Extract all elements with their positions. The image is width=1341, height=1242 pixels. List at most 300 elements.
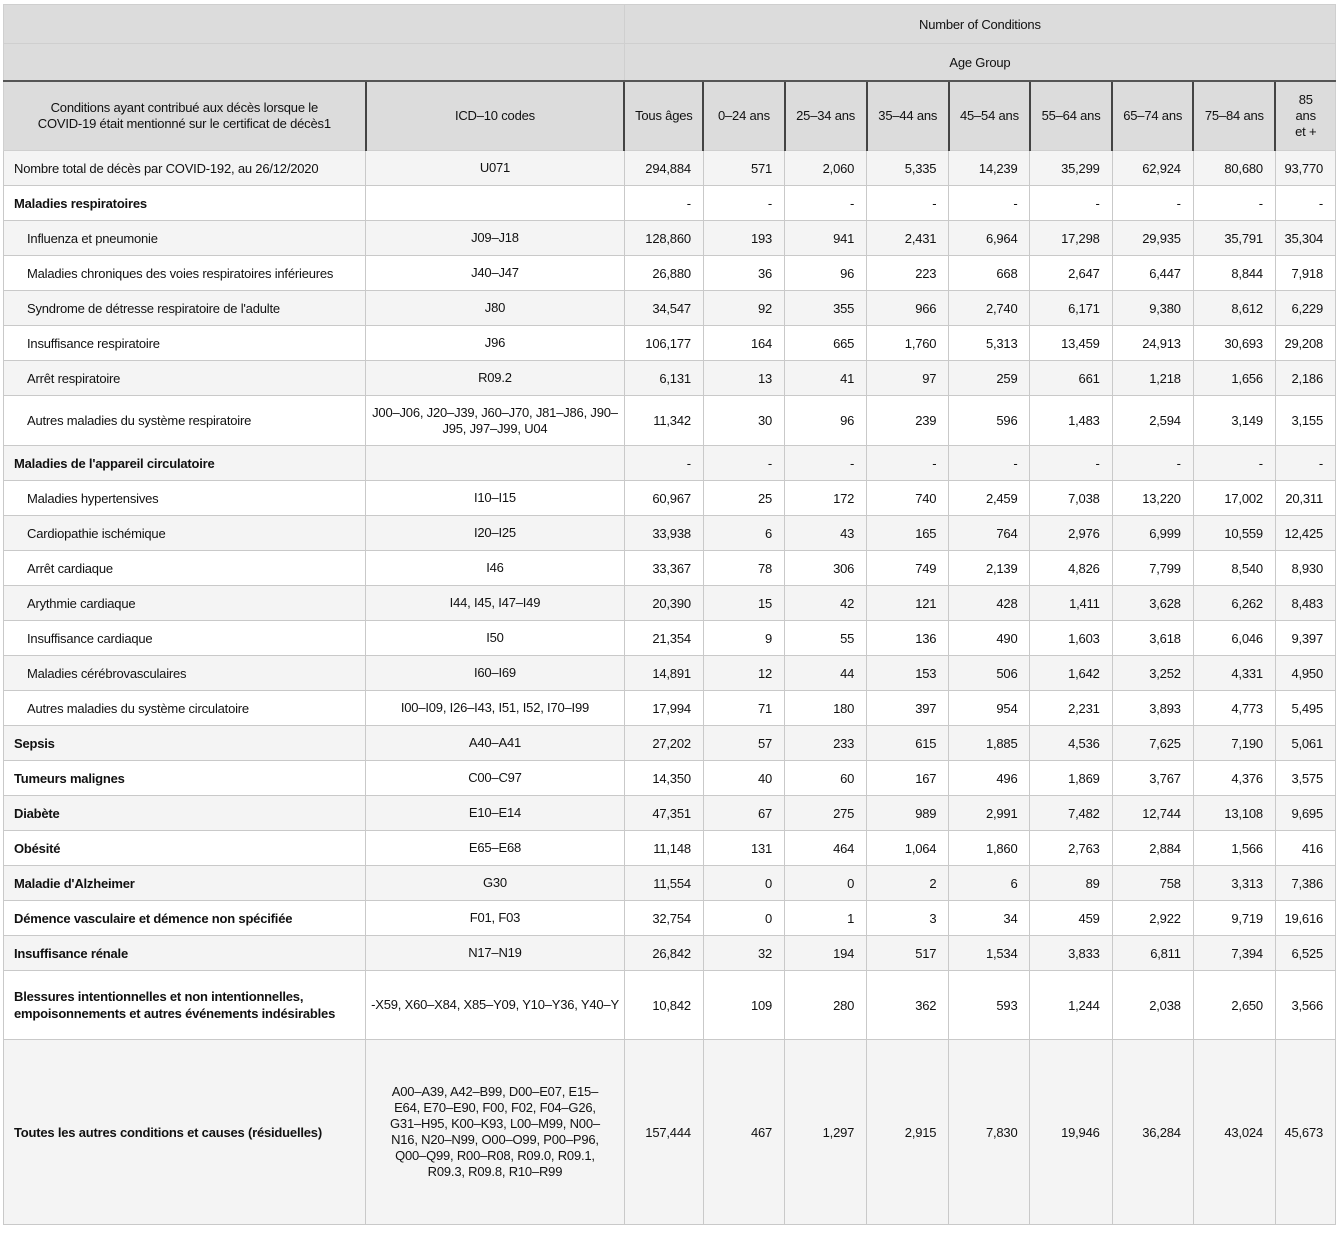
icd-code-cell: C00–C97 — [366, 761, 625, 796]
age-group-value-cell: 764 — [949, 516, 1030, 551]
age-group-value-cell: 93,770 — [1275, 151, 1335, 186]
icd-code-cell: J80 — [366, 291, 625, 326]
table-row — [4, 446, 1336, 481]
age-group-value-cell: 1,642 — [1030, 656, 1112, 691]
age-group-value-cell: - — [1275, 186, 1335, 221]
age-group-value-cell: 490 — [949, 621, 1030, 656]
number-of-conditions-header: Number of Conditions — [624, 5, 1335, 44]
age-group-value-cell: 6,964 — [949, 221, 1030, 256]
age-group-value-cell: 20,311 — [1275, 481, 1335, 516]
age-group-value-cell: 41 — [785, 361, 867, 396]
condition-name-cell: Blessures intentionnelles et non intentionnelles, empoisonnements et autres événements indésirables — [4, 971, 366, 1040]
age-group-value-cell: 2,922 — [1112, 901, 1193, 936]
age-group-value-cell: 239 — [867, 396, 949, 446]
icd-code-cell: I50 — [366, 621, 625, 656]
age-group-value-cell: 6 — [949, 866, 1030, 901]
age-group-value-cell: 1,297 — [785, 1040, 867, 1225]
age-group-value-cell: 3,566 — [1275, 971, 1335, 1040]
age-group-value-cell: 14,239 — [949, 151, 1030, 186]
table-row — [4, 901, 1336, 936]
age-group-value-cell: 1,483 — [1030, 396, 1112, 446]
all-ages-value-cell: 128,860 — [624, 221, 703, 256]
age-group-value-cell: 89 — [1030, 866, 1112, 901]
age-group-value-cell: 109 — [703, 971, 784, 1040]
condition-name-cell: Démence vasculaire et démence non spécifiée — [4, 901, 366, 936]
age-group-value-cell: 459 — [1030, 901, 1112, 936]
age-column-header: 85 ans et + — [1275, 81, 1335, 151]
table-row — [4, 361, 1336, 396]
age-group-value-cell: 2,650 — [1193, 971, 1275, 1040]
age-group-value-cell: 3,628 — [1112, 586, 1193, 621]
condition-name-cell: Cardiopathie ischémique — [4, 516, 366, 551]
age-group-value-cell: 30,693 — [1193, 326, 1275, 361]
all-ages-value-cell: 6,131 — [624, 361, 703, 396]
age-group-value-cell: 989 — [867, 796, 949, 831]
age-group-value-cell: 661 — [1030, 361, 1112, 396]
icd-code-cell: U071 — [366, 151, 625, 186]
all-ages-value-cell: 10,842 — [624, 971, 703, 1040]
table-row — [4, 1040, 1336, 1225]
age-group-value-cell: 3,149 — [1193, 396, 1275, 446]
age-group-value-cell: 275 — [785, 796, 867, 831]
age-group-value-cell: 9,380 — [1112, 291, 1193, 326]
condition-name-cell: Arythmie cardiaque — [4, 586, 366, 621]
age-group-value-cell: 35,304 — [1275, 221, 1335, 256]
age-group-value-cell: 2,231 — [1030, 691, 1112, 726]
header-blank-cell — [4, 44, 625, 82]
age-group-value-cell: 428 — [949, 586, 1030, 621]
condition-name-cell: Influenza et pneumonie — [4, 221, 366, 256]
age-group-value-cell: 40 — [703, 761, 784, 796]
all-ages-value-cell: 11,554 — [624, 866, 703, 901]
age-group-value-cell: - — [949, 446, 1030, 481]
age-group-value-cell: 172 — [785, 481, 867, 516]
age-group-value-cell: 2,038 — [1112, 971, 1193, 1040]
age-group-value-cell: 2,431 — [867, 221, 949, 256]
age-group-value-cell: 78 — [703, 551, 784, 586]
age-group-value-cell: 749 — [867, 551, 949, 586]
table-row — [4, 971, 1336, 1040]
age-group-value-cell: 8,612 — [1193, 291, 1275, 326]
table-row — [4, 796, 1336, 831]
age-group-value-cell: - — [1193, 446, 1275, 481]
table-row — [4, 866, 1336, 901]
age-column-header: 55–64 ans — [1030, 81, 1112, 151]
age-group-value-cell: 136 — [867, 621, 949, 656]
all-ages-value-cell: 157,444 — [624, 1040, 703, 1225]
age-group-value-cell: 7,190 — [1193, 726, 1275, 761]
age-group-value-cell: 97 — [867, 361, 949, 396]
condition-name-cell: Arrêt cardiaque — [4, 551, 366, 586]
all-ages-value-cell: 14,350 — [624, 761, 703, 796]
all-ages-value-cell: 26,880 — [624, 256, 703, 291]
age-group-value-cell: 9,695 — [1275, 796, 1335, 831]
age-group-value-cell: 7,918 — [1275, 256, 1335, 291]
age-group-value-cell: 43,024 — [1193, 1040, 1275, 1225]
age-group-value-cell: 35,791 — [1193, 221, 1275, 256]
age-group-value-cell: 3,313 — [1193, 866, 1275, 901]
age-group-value-cell: 1,603 — [1030, 621, 1112, 656]
age-group-value-cell: 35,299 — [1030, 151, 1112, 186]
all-ages-value-cell: 106,177 — [624, 326, 703, 361]
icd-code-cell: J40–J47 — [366, 256, 625, 291]
header-blank-cell — [4, 5, 625, 44]
condition-name-cell: Obésité — [4, 831, 366, 866]
age-group-value-cell: 758 — [1112, 866, 1193, 901]
header-row-number-of-conditions — [4, 5, 1336, 44]
age-group-value-cell: 1,885 — [949, 726, 1030, 761]
all-ages-value-cell: 32,754 — [624, 901, 703, 936]
age-group-value-cell: 7,482 — [1030, 796, 1112, 831]
column-header-row — [4, 81, 1336, 151]
age-group-value-cell: 740 — [867, 481, 949, 516]
age-group-value-cell: 1,566 — [1193, 831, 1275, 866]
icd-code-cell: R09.2 — [366, 361, 625, 396]
age-group-value-cell: 1,218 — [1112, 361, 1193, 396]
condition-name-cell: Insuffisance cardiaque — [4, 621, 366, 656]
condition-name-cell: Sepsis — [4, 726, 366, 761]
icd-code-cell: J09–J18 — [366, 221, 625, 256]
age-group-value-cell: 6,229 — [1275, 291, 1335, 326]
age-group-value-cell: 2,459 — [949, 481, 1030, 516]
age-group-value-cell: 8,540 — [1193, 551, 1275, 586]
table-row — [4, 551, 1336, 586]
age-group-value-cell: 2,976 — [1030, 516, 1112, 551]
age-group-value-cell: 1,244 — [1030, 971, 1112, 1040]
all-ages-value-cell: 34,547 — [624, 291, 703, 326]
age-group-value-cell: 55 — [785, 621, 867, 656]
age-group-value-cell: 2,060 — [785, 151, 867, 186]
icd-code-cell: A40–A41 — [366, 726, 625, 761]
age-column-header: 45–54 ans — [949, 81, 1030, 151]
age-group-value-cell: 467 — [703, 1040, 784, 1225]
condition-column-header: Conditions ayant contribué aux décès lorsque le COVID-19 était mentionné sur le certificat de décès1 — [4, 81, 366, 151]
age-group-value-cell: - — [1275, 446, 1335, 481]
age-group-value-cell: 6,811 — [1112, 936, 1193, 971]
age-group-value-cell: 2,991 — [949, 796, 1030, 831]
condition-name-cell: Tumeurs malignes — [4, 761, 366, 796]
age-group-value-cell: 3 — [867, 901, 949, 936]
age-group-value-cell: 32 — [703, 936, 784, 971]
age-group-value-cell: - — [785, 446, 867, 481]
condition-name-cell: Diabète — [4, 796, 366, 831]
age-group-value-cell: 194 — [785, 936, 867, 971]
age-group-value-cell: 668 — [949, 256, 1030, 291]
age-group-value-cell: 593 — [949, 971, 1030, 1040]
icd-code-cell: I00–I09, I26–I43, I51, I52, I70–I99 — [366, 691, 625, 726]
age-group-value-cell: 4,826 — [1030, 551, 1112, 586]
age-group-value-cell: 3,155 — [1275, 396, 1335, 446]
all-ages-value-cell: 14,891 — [624, 656, 703, 691]
all-ages-value-cell: 294,884 — [624, 151, 703, 186]
age-group-header: Age Group — [624, 44, 1335, 82]
table-row — [4, 481, 1336, 516]
age-group-value-cell: 131 — [703, 831, 784, 866]
icd-code-cell: -X59, X60–X84, X85–Y09, Y10–Y36, Y40–Y — [366, 971, 625, 1040]
age-group-value-cell: 2,139 — [949, 551, 1030, 586]
covid-conditions-table — [3, 4, 1336, 1225]
age-group-value-cell: 3,575 — [1275, 761, 1335, 796]
all-ages-value-cell: 11,342 — [624, 396, 703, 446]
age-group-value-cell: 9,719 — [1193, 901, 1275, 936]
age-group-value-cell: 596 — [949, 396, 1030, 446]
age-group-value-cell: - — [1030, 446, 1112, 481]
age-group-value-cell: 13,459 — [1030, 326, 1112, 361]
age-column-header: 0–24 ans — [703, 81, 784, 151]
age-group-value-cell: 96 — [785, 396, 867, 446]
condition-name-cell: Arrêt respiratoire — [4, 361, 366, 396]
age-group-value-cell: 2,647 — [1030, 256, 1112, 291]
age-group-value-cell: 5,061 — [1275, 726, 1335, 761]
age-group-value-cell: 966 — [867, 291, 949, 326]
table-row — [4, 326, 1336, 361]
age-group-value-cell: 62,924 — [1112, 151, 1193, 186]
condition-name-cell: Maladies cérébrovasculaires — [4, 656, 366, 691]
table-row — [4, 186, 1336, 221]
age-group-value-cell: 43 — [785, 516, 867, 551]
table-row — [4, 761, 1336, 796]
age-group-value-cell: 3,252 — [1112, 656, 1193, 691]
condition-name-cell: Maladies respiratoires — [4, 186, 366, 221]
table-row — [4, 586, 1336, 621]
covid-conditions-table-container — [3, 4, 1336, 1225]
age-column-header: 35–44 ans — [867, 81, 949, 151]
age-group-value-cell: 92 — [703, 291, 784, 326]
all-ages-value-cell: 60,967 — [624, 481, 703, 516]
icd-code-cell: F01, F03 — [366, 901, 625, 936]
age-group-value-cell: 6,171 — [1030, 291, 1112, 326]
age-group-value-cell: 19,616 — [1275, 901, 1335, 936]
icd-code-cell: I20–I25 — [366, 516, 625, 551]
age-group-value-cell: 167 — [867, 761, 949, 796]
table-row — [4, 726, 1336, 761]
condition-name-cell: Maladies hypertensives — [4, 481, 366, 516]
age-group-value-cell: 6,525 — [1275, 936, 1335, 971]
age-group-value-cell: 2,884 — [1112, 831, 1193, 866]
age-group-value-cell: 517 — [867, 936, 949, 971]
age-group-value-cell: 397 — [867, 691, 949, 726]
age-group-value-cell: 17,298 — [1030, 221, 1112, 256]
age-group-value-cell: 57 — [703, 726, 784, 761]
condition-name-cell: Autres maladies du système circulatoire — [4, 691, 366, 726]
age-group-value-cell: 2,186 — [1275, 361, 1335, 396]
age-group-value-cell: 4,331 — [1193, 656, 1275, 691]
age-group-value-cell: 7,830 — [949, 1040, 1030, 1225]
age-column-header: 75–84 ans — [1193, 81, 1275, 151]
age-group-value-cell: 506 — [949, 656, 1030, 691]
age-group-value-cell: 3,618 — [1112, 621, 1193, 656]
condition-name-cell: Insuffisance respiratoire — [4, 326, 366, 361]
age-group-value-cell: 6,447 — [1112, 256, 1193, 291]
age-group-value-cell: 153 — [867, 656, 949, 691]
age-group-value-cell: 15 — [703, 586, 784, 621]
age-group-value-cell: - — [867, 446, 949, 481]
condition-name-cell: Maladies chroniques des voies respiratoires inférieures — [4, 256, 366, 291]
table-row — [4, 396, 1336, 446]
age-group-value-cell: 5,313 — [949, 326, 1030, 361]
age-group-value-cell: 1,534 — [949, 936, 1030, 971]
condition-name-cell: Nombre total de décès par COVID-192, au 26/12/2020 — [4, 151, 366, 186]
age-group-value-cell: 42 — [785, 586, 867, 621]
age-group-value-cell: 121 — [867, 586, 949, 621]
icd-code-cell: A00–A39, A42–B99, D00–E07, E15–E64, E70–E90, F00, F02, F04–G26, G31–H95, K00–K93, L00–M99, N00–N16, N20–N99, O00–O99, P00–P96, Q00–Q99, R00–R08, R09.0, R09.1, R09.3, R09.8, R10–R99 — [366, 1040, 625, 1225]
age-group-value-cell: 36,284 — [1112, 1040, 1193, 1225]
age-group-value-cell: 30 — [703, 396, 784, 446]
age-column-header: 65–74 ans — [1112, 81, 1193, 151]
age-group-value-cell: 3,893 — [1112, 691, 1193, 726]
age-group-value-cell: 1 — [785, 901, 867, 936]
all-ages-value-cell: 21,354 — [624, 621, 703, 656]
age-group-value-cell: 571 — [703, 151, 784, 186]
age-group-value-cell: 25 — [703, 481, 784, 516]
age-group-value-cell: 7,625 — [1112, 726, 1193, 761]
table-row — [4, 291, 1336, 326]
age-group-value-cell: 8,844 — [1193, 256, 1275, 291]
age-group-value-cell: - — [1193, 186, 1275, 221]
age-group-value-cell: 6,999 — [1112, 516, 1193, 551]
age-group-value-cell: 12,425 — [1275, 516, 1335, 551]
age-group-value-cell: 36 — [703, 256, 784, 291]
all-ages-value-cell: 17,994 — [624, 691, 703, 726]
age-group-value-cell: 67 — [703, 796, 784, 831]
age-group-value-cell: 180 — [785, 691, 867, 726]
age-group-value-cell: 941 — [785, 221, 867, 256]
age-group-value-cell: 6,262 — [1193, 586, 1275, 621]
age-group-value-cell: 362 — [867, 971, 949, 1040]
age-group-value-cell: 0 — [703, 866, 784, 901]
age-group-value-cell: 34 — [949, 901, 1030, 936]
all-ages-value-cell: 20,390 — [624, 586, 703, 621]
age-group-value-cell: 96 — [785, 256, 867, 291]
table-row — [4, 691, 1336, 726]
icd-code-cell: I44, I45, I47–I49 — [366, 586, 625, 621]
header-row-age-group — [4, 44, 1336, 82]
age-group-value-cell: 0 — [703, 901, 784, 936]
all-ages-value-cell: - — [624, 186, 703, 221]
age-group-value-cell: 7,386 — [1275, 866, 1335, 901]
age-group-value-cell: 13 — [703, 361, 784, 396]
age-group-value-cell: - — [1112, 186, 1193, 221]
age-group-value-cell: 355 — [785, 291, 867, 326]
age-group-value-cell: 29,208 — [1275, 326, 1335, 361]
icd-code-cell: I60–I69 — [366, 656, 625, 691]
age-group-value-cell: 71 — [703, 691, 784, 726]
age-group-value-cell: 29,935 — [1112, 221, 1193, 256]
condition-name-cell: Syndrome de détresse respiratoire de l'adulte — [4, 291, 366, 326]
age-group-value-cell: 9,397 — [1275, 621, 1335, 656]
age-group-value-cell: 1,064 — [867, 831, 949, 866]
age-group-value-cell: - — [1112, 446, 1193, 481]
age-group-value-cell: 4,376 — [1193, 761, 1275, 796]
age-group-value-cell: - — [785, 186, 867, 221]
age-group-value-cell: - — [1030, 186, 1112, 221]
age-group-value-cell: 17,002 — [1193, 481, 1275, 516]
age-group-value-cell: 223 — [867, 256, 949, 291]
age-group-value-cell: - — [949, 186, 1030, 221]
age-group-value-cell: 8,930 — [1275, 551, 1335, 586]
all-ages-value-cell: 47,351 — [624, 796, 703, 831]
age-group-value-cell: 4,950 — [1275, 656, 1335, 691]
age-group-value-cell: 13,108 — [1193, 796, 1275, 831]
all-ages-value-cell: 26,842 — [624, 936, 703, 971]
table-row — [4, 256, 1336, 291]
age-group-value-cell: 60 — [785, 761, 867, 796]
age-group-value-cell: 7,799 — [1112, 551, 1193, 586]
age-group-value-cell: 2,740 — [949, 291, 1030, 326]
age-group-value-cell: 3,767 — [1112, 761, 1193, 796]
age-group-value-cell: 2 — [867, 866, 949, 901]
age-group-value-cell: 2,594 — [1112, 396, 1193, 446]
age-group-value-cell: 12,744 — [1112, 796, 1193, 831]
age-group-value-cell: 496 — [949, 761, 1030, 796]
condition-name-cell: Insuffisance rénale — [4, 936, 366, 971]
age-group-value-cell: 2,915 — [867, 1040, 949, 1225]
age-group-value-cell: 665 — [785, 326, 867, 361]
age-group-value-cell: 9 — [703, 621, 784, 656]
age-group-value-cell: 4,773 — [1193, 691, 1275, 726]
age-group-value-cell: 464 — [785, 831, 867, 866]
age-group-value-cell: 1,656 — [1193, 361, 1275, 396]
age-group-value-cell: - — [703, 186, 784, 221]
icd-column-header: ICD–10 codes — [366, 81, 625, 151]
age-group-value-cell: 24,913 — [1112, 326, 1193, 361]
icd-code-cell — [366, 446, 625, 481]
all-ages-value-cell: 11,148 — [624, 831, 703, 866]
age-group-value-cell: 6,046 — [1193, 621, 1275, 656]
age-group-value-cell: 280 — [785, 971, 867, 1040]
all-ages-value-cell: 33,938 — [624, 516, 703, 551]
condition-name-cell: Maladie d'Alzheimer — [4, 866, 366, 901]
icd-code-cell: E65–E68 — [366, 831, 625, 866]
age-group-value-cell: - — [703, 446, 784, 481]
table-row — [4, 221, 1336, 256]
table-row — [4, 656, 1336, 691]
age-group-value-cell: 0 — [785, 866, 867, 901]
age-group-value-cell: 10,559 — [1193, 516, 1275, 551]
icd-code-cell — [366, 186, 625, 221]
age-group-value-cell: 1,860 — [949, 831, 1030, 866]
age-column-header: 25–34 ans — [785, 81, 867, 151]
all-ages-value-cell: 27,202 — [624, 726, 703, 761]
icd-code-cell: G30 — [366, 866, 625, 901]
age-column-header: Tous âges — [624, 81, 703, 151]
condition-name-cell: Autres maladies du système respiratoire — [4, 396, 366, 446]
age-group-value-cell: 3,833 — [1030, 936, 1112, 971]
age-group-value-cell: 19,946 — [1030, 1040, 1112, 1225]
table-row — [4, 831, 1336, 866]
icd-code-cell: N17–N19 — [366, 936, 625, 971]
age-group-value-cell: 259 — [949, 361, 1030, 396]
age-group-value-cell: 45,673 — [1275, 1040, 1335, 1225]
table-row — [4, 936, 1336, 971]
icd-code-cell: I10–I15 — [366, 481, 625, 516]
age-group-value-cell: 5,495 — [1275, 691, 1335, 726]
condition-name-cell: Maladies de l'appareil circulatoire — [4, 446, 366, 481]
icd-code-cell: J96 — [366, 326, 625, 361]
age-group-value-cell: 8,483 — [1275, 586, 1335, 621]
age-group-value-cell: 165 — [867, 516, 949, 551]
table-row — [4, 621, 1336, 656]
table-row — [4, 151, 1336, 186]
all-ages-value-cell: - — [624, 446, 703, 481]
icd-code-cell: J00–J06, J20–J39, J60–J70, J81–J86, J90–J95, J97–J99, U04 — [366, 396, 625, 446]
icd-code-cell: I46 — [366, 551, 625, 586]
age-group-value-cell: 1,760 — [867, 326, 949, 361]
age-group-value-cell: 44 — [785, 656, 867, 691]
age-group-value-cell: 7,038 — [1030, 481, 1112, 516]
age-group-value-cell: 193 — [703, 221, 784, 256]
age-group-value-cell: 233 — [785, 726, 867, 761]
